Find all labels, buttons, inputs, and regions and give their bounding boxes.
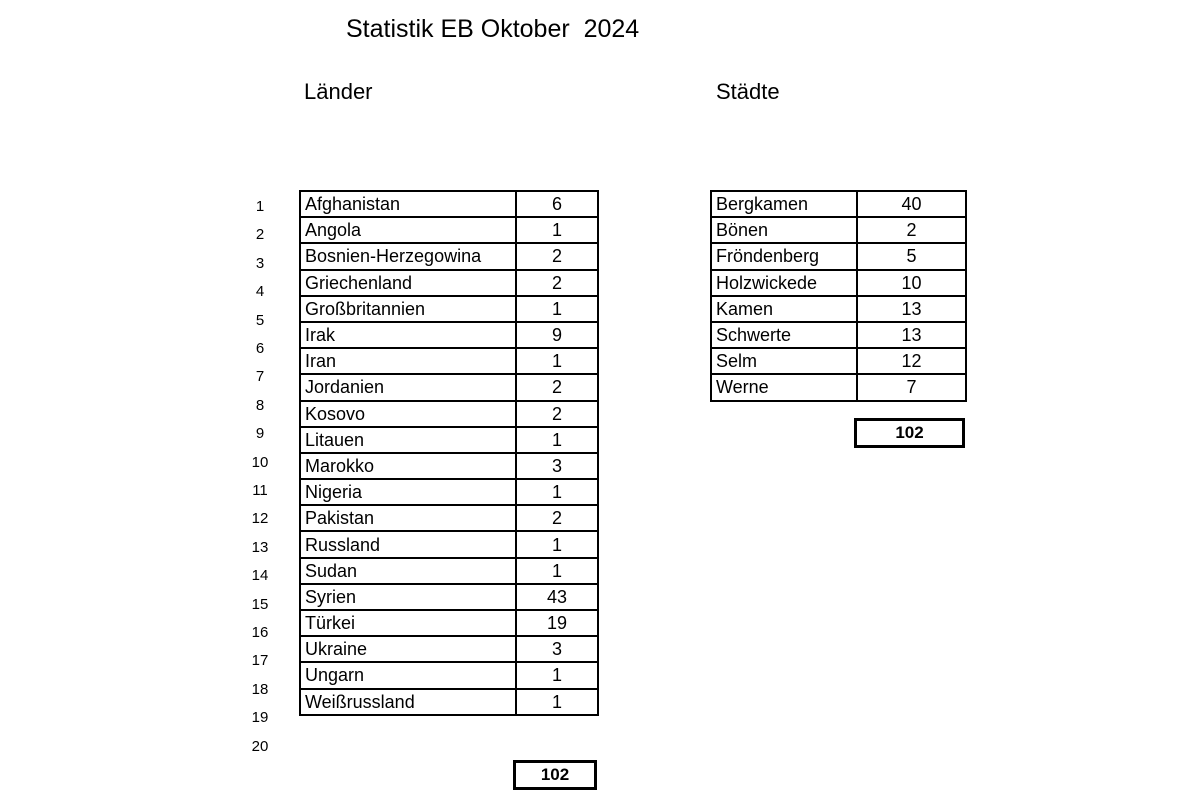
value-cell: 2 [516,505,598,531]
value-cell: 10 [857,270,966,296]
row-number: 20 [251,737,269,755]
name-cell: Marokko [300,453,516,479]
value-cell: 7 [857,374,966,400]
country-row [300,610,598,636]
country-row [300,191,598,217]
value-cell: 1 [516,689,598,715]
city-row [711,348,966,374]
name-cell: Angola [300,217,516,243]
value-cell: 3 [516,636,598,662]
value-cell: 13 [857,296,966,322]
name-cell: Ukraine [300,636,516,662]
value-cell: 1 [516,662,598,688]
row-number: 16 [251,624,269,641]
name-cell: Syrien [300,584,516,610]
country-row [300,558,598,584]
country-row [300,584,598,610]
country-row [300,296,598,322]
name-cell: Afghanistan [300,191,516,217]
cities-total: 102 [854,418,965,448]
name-cell: Jordanien [300,374,516,400]
city-row [711,322,966,348]
row-number: 12 [251,510,269,528]
name-cell: Werne [711,374,857,400]
city-row [711,243,966,269]
city-row [711,270,966,296]
countries-heading: Länder [304,79,373,104]
name-cell: Irak [300,322,516,348]
name-cell: Türkei [300,610,516,636]
city-row [711,296,966,322]
value-cell: 19 [516,610,598,636]
value-cell: 9 [516,322,598,348]
country-row [300,505,598,531]
value-cell: 40 [857,191,966,217]
row-number: 13 [251,538,269,556]
value-cell: 6 [516,191,598,217]
row-number: 5 [255,311,265,329]
name-cell: Russland [300,531,516,557]
value-cell: 2 [857,217,966,243]
name-cell: Iran [300,348,516,374]
name-cell: Bergkamen [711,191,857,217]
value-cell: 1 [516,531,598,557]
country-row [300,531,598,557]
value-cell: 1 [516,427,598,453]
name-cell: Kosovo [300,401,516,427]
name-cell: Litauen [300,427,516,453]
country-row [300,348,598,374]
value-cell: 1 [516,558,598,584]
country-row [300,374,598,400]
city-row [711,374,966,400]
value-cell: 13 [857,322,966,348]
value-cell: 3 [516,453,598,479]
name-cell: Selm [711,348,857,374]
country-row [300,427,598,453]
countries-table [299,190,599,716]
name-cell: Bönen [711,217,857,243]
country-row [300,636,598,662]
row-number: 7 [255,368,265,386]
country-row [300,217,598,243]
value-cell: 2 [516,401,598,427]
name-cell: Schwerte [711,322,857,348]
name-cell: Griechenland [300,270,516,296]
page-title: Statistik EB Oktober 2024 [346,15,640,43]
name-cell: Großbritannien [300,296,516,322]
name-cell: Ungarn [300,662,516,688]
name-cell: Bosnien-Herzegowina [300,243,516,269]
value-cell: 1 [516,348,598,374]
value-cell: 12 [857,348,966,374]
row-number: 8 [255,396,265,414]
country-row [300,689,598,715]
name-cell: Weißrussland [300,689,516,715]
value-cell: 43 [516,584,598,610]
value-cell: 1 [516,479,598,505]
name-cell: Holzwickede [711,270,857,296]
name-cell: Fröndenberg [711,243,857,269]
value-cell: 2 [516,243,598,269]
value-cell: 5 [857,243,966,269]
row-number: 6 [255,340,265,357]
row-number: 17 [251,652,269,670]
city-row [711,191,966,217]
country-row [300,322,598,348]
country-row [300,662,598,688]
city-row [711,217,966,243]
name-cell: Sudan [300,558,516,584]
row-number: 3 [255,254,265,272]
row-number: 15 [251,595,269,613]
value-cell: 2 [516,270,598,296]
name-cell: Kamen [711,296,857,322]
value-cell: 1 [516,296,598,322]
name-cell: Pakistan [300,505,516,531]
row-number: 19 [251,709,269,727]
row-number: 14 [251,567,269,585]
country-row [300,479,598,505]
value-cell: 1 [516,217,598,243]
cities-table [710,190,967,402]
country-row [300,243,598,269]
country-row [300,270,598,296]
country-row [300,401,598,427]
row-number: 18 [251,680,269,698]
country-row [300,453,598,479]
value-cell: 2 [516,374,598,400]
row-number: 10 [251,453,269,471]
row-number: 11 [252,482,268,499]
row-number: 2 [255,226,265,244]
row-number: 1 [255,198,265,215]
cities-heading: Städte [716,79,780,104]
row-number: 9 [255,425,265,443]
name-cell: Nigeria [300,479,516,505]
countries-total: 102 [513,760,597,790]
row-number: 4 [255,283,265,301]
